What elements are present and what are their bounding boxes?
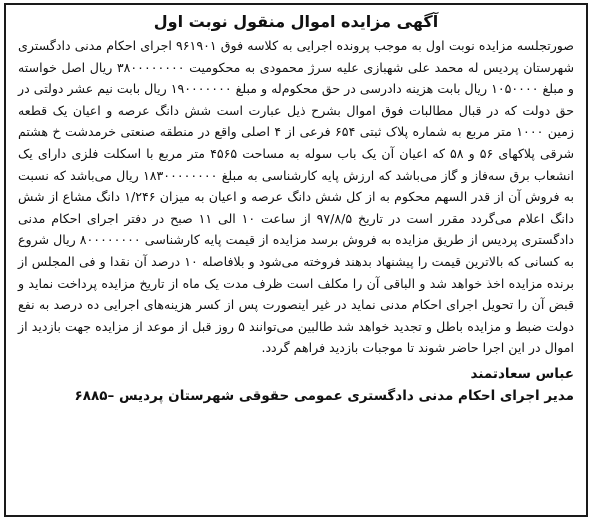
signer-name: عباس سعادتمند: [470, 365, 574, 382]
signer-block: مدیر اجرای احکام مدنی دادگستری عمومی حقوقی شهرستان پردیس –۶۸۸۵: [74, 387, 574, 404]
signer-title: مدیر اجرای احکام مدنی دادگستری عمومی حقوقی شهرستان پردیس: [118, 387, 574, 404]
reference-number: ۶۸۸۵: [74, 387, 108, 404]
auction-notice: [4, 3, 588, 517]
notice-title: آگهی مزایده اموال منقول نوبت اول: [153, 12, 439, 31]
notice-body: صورتجلسه مزایده نوبت اول به موجب پرونده اجرایی به کلاسه فوق ۹۶۱۹۰۱ اجرای احکام مدنی دادگستری شهرستان پردیس له محمد علی شهبازی علیه سرژ محمودی به محکومیت ۳۸۰۰۰۰۰۰۰۰ ریال اصل خواسته و مبلغ ۱۰۵۰۰۰۰ ریال بابت هزینه دادرسی در حق محکوم‌له و مبلغ ۱۹۰۰۰۰۰۰۰ ریال بابت نیم عشر دولتی در حق دولت که در قبال مطالبات فوق اموال بشرح ذیل عبارت است شش دانگ عرصه و اعیان یک قطعه زمین ۱۰۰۰ متر مربع به شماره پلاک ثبتی ۶۵۴ فرعی از ۴ اصلی واقع در منطقه صنعتی خرمدشت خ هشتم شرقی پلاکهای ۵۶ و ۵۸ که اعیان آن یک باب سوله به مساحت ۴۵۶۵ متر مربع با اسکلت فلزی دارای یک انشعاب برق سه‌فاز و گاز می‌باشد که ارزش پایه کارشناسی به مبلغ ۱۸۳۰۰۰۰۰۰۰۰ ریال می‌باشد که نسبت به فروش آن از قدر السهم محکوم به از کل شش دانگ عرصه و اعیان به میزان ۱/۲۴۶ دانگ مشاع از شش دانگ اعلام می‌گردد مقرر است در تاریخ ۹۷/۸/۵ از ساعت ۱۰ الی ۱۱ صبح در دفتر اجرای احکام مدنی دادگستری پردیس از طریق مزایده به فروش برسد مزایده از قیمت پایه کارشناسی ۸۰۰۰۰۰۰۰۰ ریال شروع به کسانی که بالاترین قیمت را پیشنهاد بدهند فروخته می‌شود و بلافاصله ۱۰ درصد آن نقدا و فی المجلس از برنده مزایده اخذ خواهد شد و الباقی آن را مکلف است ظرف مدت یک ماه از تاریخ مزایده پرداخت نماید و قبض آن را تحویل اجرای احکام مدنی نماید در غیر اینصورت پس از کسر هزینه‌های اجرایی ده درصد به نفع دولت ضبط و مزایده باطل و تجدید خواهد شد طالبین می‌توانند ۵ روز قبل از موعد از مزایده جهت بازدید از اموال در این اجرا حاضر شوند تا موجبات بازدید فراهم گردد.: [18, 38, 575, 356]
